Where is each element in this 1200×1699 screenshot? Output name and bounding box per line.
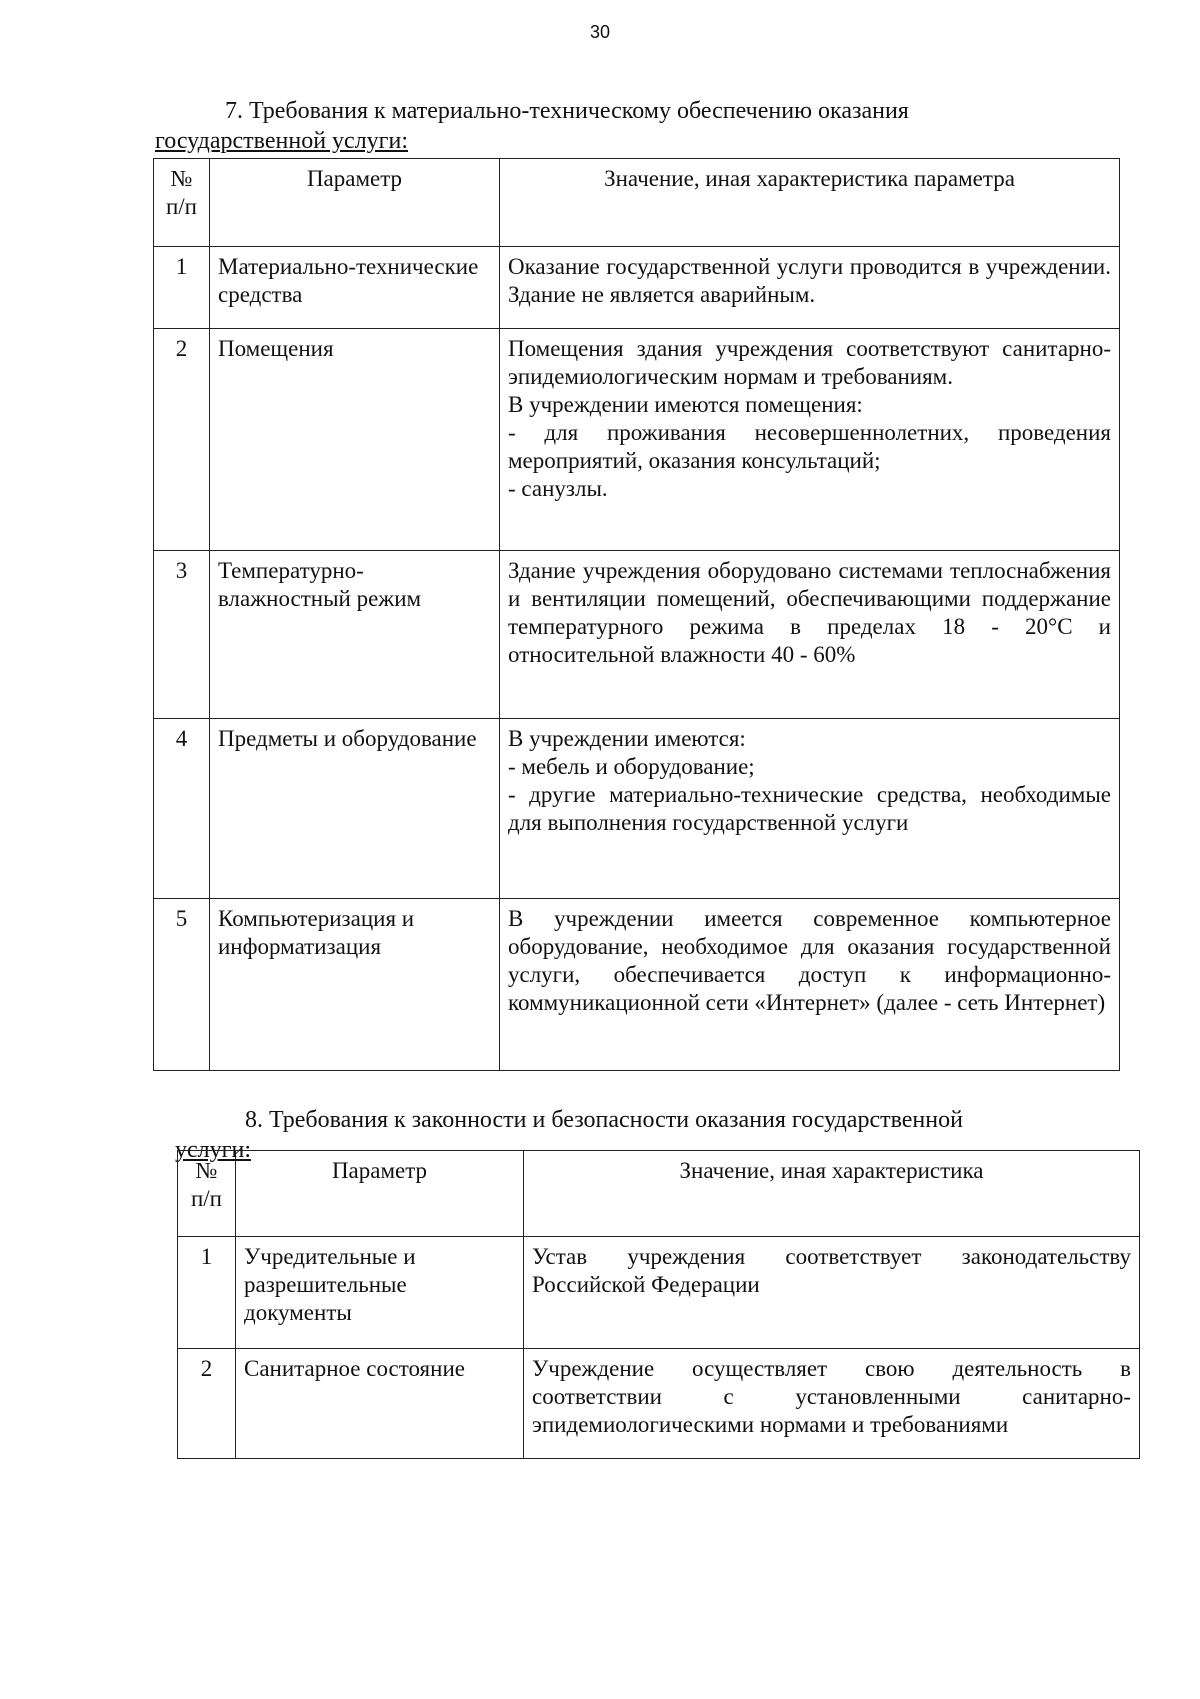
value-line: Здание учреждения оборудовано системами теплоснабжения и вентиляции помещений, обеспечивающими поддержание температурного режима в пределах 18 - 20°С и относительной влажности 40 - 60% (508, 558, 1111, 667)
row-parameter: Материально-технические средства (210, 247, 500, 329)
header-num: № п/п (154, 159, 210, 247)
row-number: 1 (178, 1237, 236, 1349)
section-7-heading-line2: государственной услуги: (155, 128, 409, 154)
value-line: - санузлы. (508, 476, 608, 501)
table-row (154, 247, 1120, 329)
header-value: Значение, иная характеристика (524, 1151, 1140, 1237)
row-value (500, 899, 1120, 1071)
value-line: Учреждение осуществляет свою деятельность в соответствии с установленными санитарно-эпидемиологическими нормами и требованиями (532, 1356, 1131, 1437)
table-row (178, 1237, 1140, 1349)
header-num: № п/п (178, 1151, 236, 1237)
row-value (524, 1237, 1140, 1349)
row-number: 2 (178, 1349, 236, 1459)
value-line: В учреждении имеются помещения: (508, 392, 863, 417)
legality-requirements-table (177, 1150, 1140, 1459)
row-value (500, 247, 1120, 329)
table-row (154, 551, 1120, 719)
row-parameter: Компьютеризация и информатизация (210, 899, 500, 1071)
value-line: Оказание государственной услуги проводится в учреждении. Здание не является аварийным. (508, 254, 1111, 307)
table-header-row (178, 1151, 1140, 1237)
row-parameter: Санитарное состояние (236, 1349, 524, 1459)
section-7-heading-line1: 7. Требования к материально-техническому обеспечению оказания (225, 98, 909, 124)
table-row (178, 1349, 1140, 1459)
row-value (524, 1349, 1140, 1459)
table-row (154, 899, 1120, 1071)
row-number: 1 (154, 247, 210, 329)
value-line: - для проживания несовершеннолетних, проведения мероприятий, оказания консультаций; (508, 420, 1111, 473)
value-line: Устав учреждения соответствует законодательству Российской Федерации (532, 1244, 1131, 1297)
table-row (154, 329, 1120, 551)
page-number: 30 (589, 22, 611, 42)
header-param: Параметр (236, 1151, 524, 1237)
section-8-heading-line1: 8. Требования к законности и безопасности оказания государственной (245, 1107, 963, 1133)
row-parameter: Температурно-влажностный режим (210, 551, 500, 719)
value-line: - другие материально-технические средства, необходимые для выполнения государственной услуги (508, 782, 1111, 835)
header-param: Параметр (210, 159, 500, 247)
table-header-row (154, 159, 1120, 247)
value-line: - мебель и оборудование; (508, 754, 755, 779)
material-requirements-table (153, 158, 1120, 1071)
table-row (154, 719, 1120, 899)
row-value (500, 329, 1120, 551)
row-parameter: Предметы и оборудование (210, 719, 500, 899)
row-number: 3 (154, 551, 210, 719)
row-number: 4 (154, 719, 210, 899)
value-line: В учреждении имеются: (508, 726, 746, 751)
section-7-heading (155, 96, 1120, 156)
value-line: В учреждении имеется современное компьютерное оборудование, необходимое для оказания государственной услуги, обеспечивается доступ к информационно-коммуникационной сети «Интернет» (далее - сеть Интернет) (508, 906, 1111, 1015)
value-line: Помещения здания учреждения соответствуют санитарно-эпидемиологическим нормам и требованиям. (508, 336, 1111, 389)
row-parameter: Учредительные и разрешительные документы (236, 1237, 524, 1349)
row-parameter: Помещения (210, 329, 500, 551)
row-value (500, 719, 1120, 899)
section-8-heading-line2: услуги: (175, 1137, 251, 1163)
row-value (500, 551, 1120, 719)
header-value: Значение, иная характеристика параметра (500, 159, 1120, 247)
row-number: 2 (154, 329, 210, 551)
row-number: 5 (154, 899, 210, 1071)
